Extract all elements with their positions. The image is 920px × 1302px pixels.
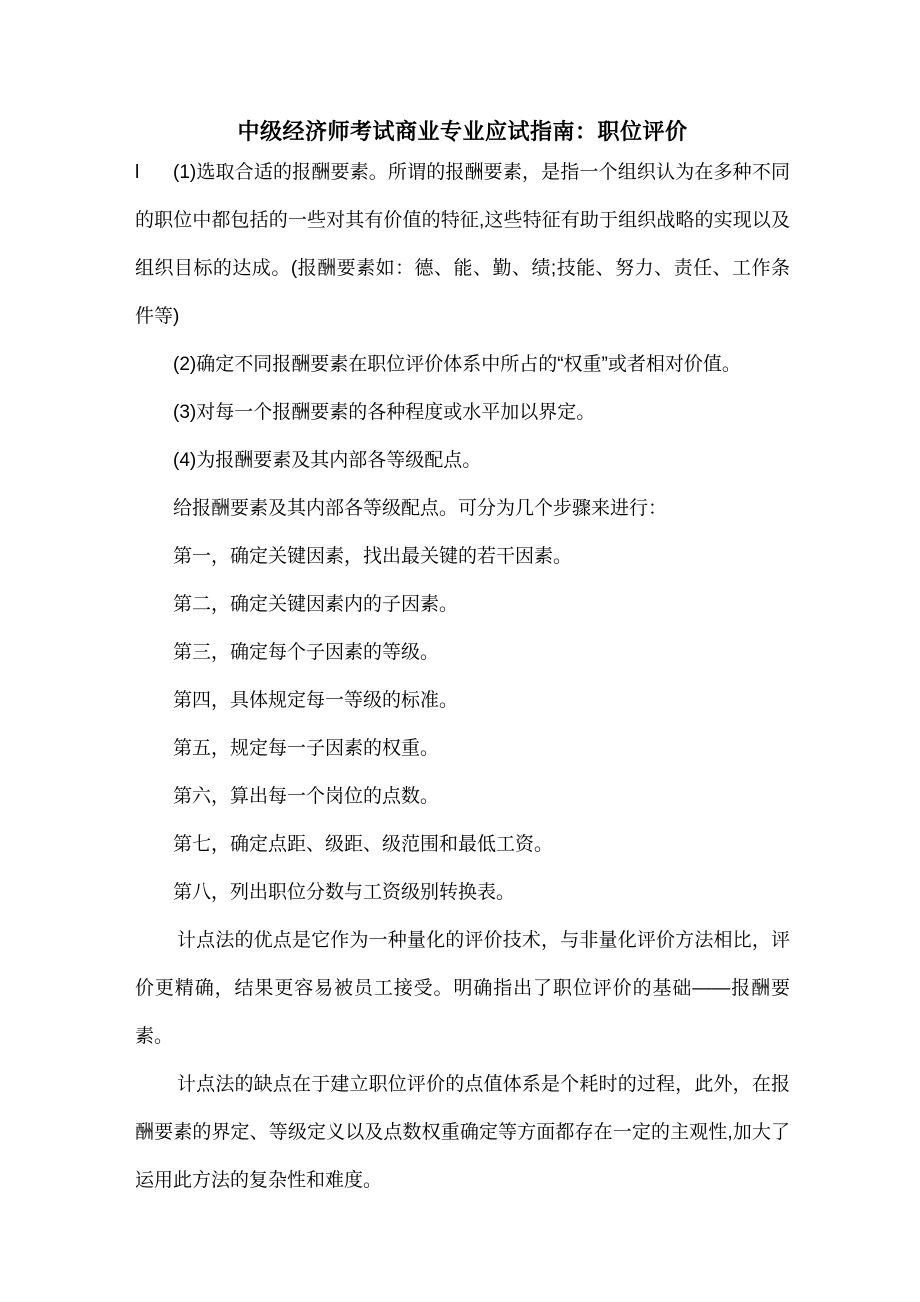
paragraph-8: 第三，确定每个子因素的等级。 — [173, 642, 440, 663]
list-bullet-marker: l — [135, 162, 140, 183]
paragraph-3: (3)对每一个报酬要素的各种程度或水平加以界定。 — [173, 402, 596, 423]
paragraph-11: 第六，算出每一个岗位的点数。 — [173, 786, 440, 807]
paragraph-1-text: (1)选取合适的报酬要素。所谓的报酬要素，是指一个组织认为在多种不同的职位中都包括的一些对其有价值的特征,这些特征有助于组织战略的实现以及组织目标的达成。(报酬要素如：德、能、勤、绩;技能、努力、责任、工作条件等) — [135, 162, 790, 327]
document-body — [135, 0, 790, 1205]
paragraph-15: 计点法的缺点在于建立职位评价的点值体系是个耗时的过程，此外，在报酬要素的界定、等级定义以及点数权重确定等方面都存在一定的主观性,加大了运用此方法的复杂性和难度。 — [135, 1074, 790, 1191]
paragraph-5: 给报酬要素及其内部各等级配点。可分为几个步骤来进行： — [173, 498, 668, 519]
list-item — [135, 149, 790, 341]
paragraph-12: 第七，确定点距、级距、级范围和最低工资。 — [173, 834, 554, 855]
page-title: 中级经济师考试商业专业应试指南：职位评价 — [237, 119, 688, 144]
paragraph-2: (2)确定不同报酬要素在职位评价体系中所占的“权重”或者相对价值。 — [173, 354, 741, 375]
paragraph-6: 第一，确定关键因素，找出最关键的若干因素。 — [173, 546, 573, 567]
paragraph-10: 第五，规定每一子因素的权重。 — [173, 738, 440, 759]
paragraph-13: 第八，列出职位分数与工资级别转换表。 — [173, 882, 516, 903]
paragraph-4: (4)为报酬要素及其内部各等级配点。 — [173, 450, 482, 471]
paragraph-7: 第二，确定关键因素内的子因素。 — [173, 594, 459, 615]
paragraph-9: 第四，具体规定每一等级的标准。 — [173, 690, 459, 711]
paragraph-14: 计点法的优点是它作为一种量化的评价技术，与非量化评价方法相比，评价更精确，结果更容易被员工接受。明确指出了职位评价的基础——报酬要素。 — [135, 930, 790, 1047]
